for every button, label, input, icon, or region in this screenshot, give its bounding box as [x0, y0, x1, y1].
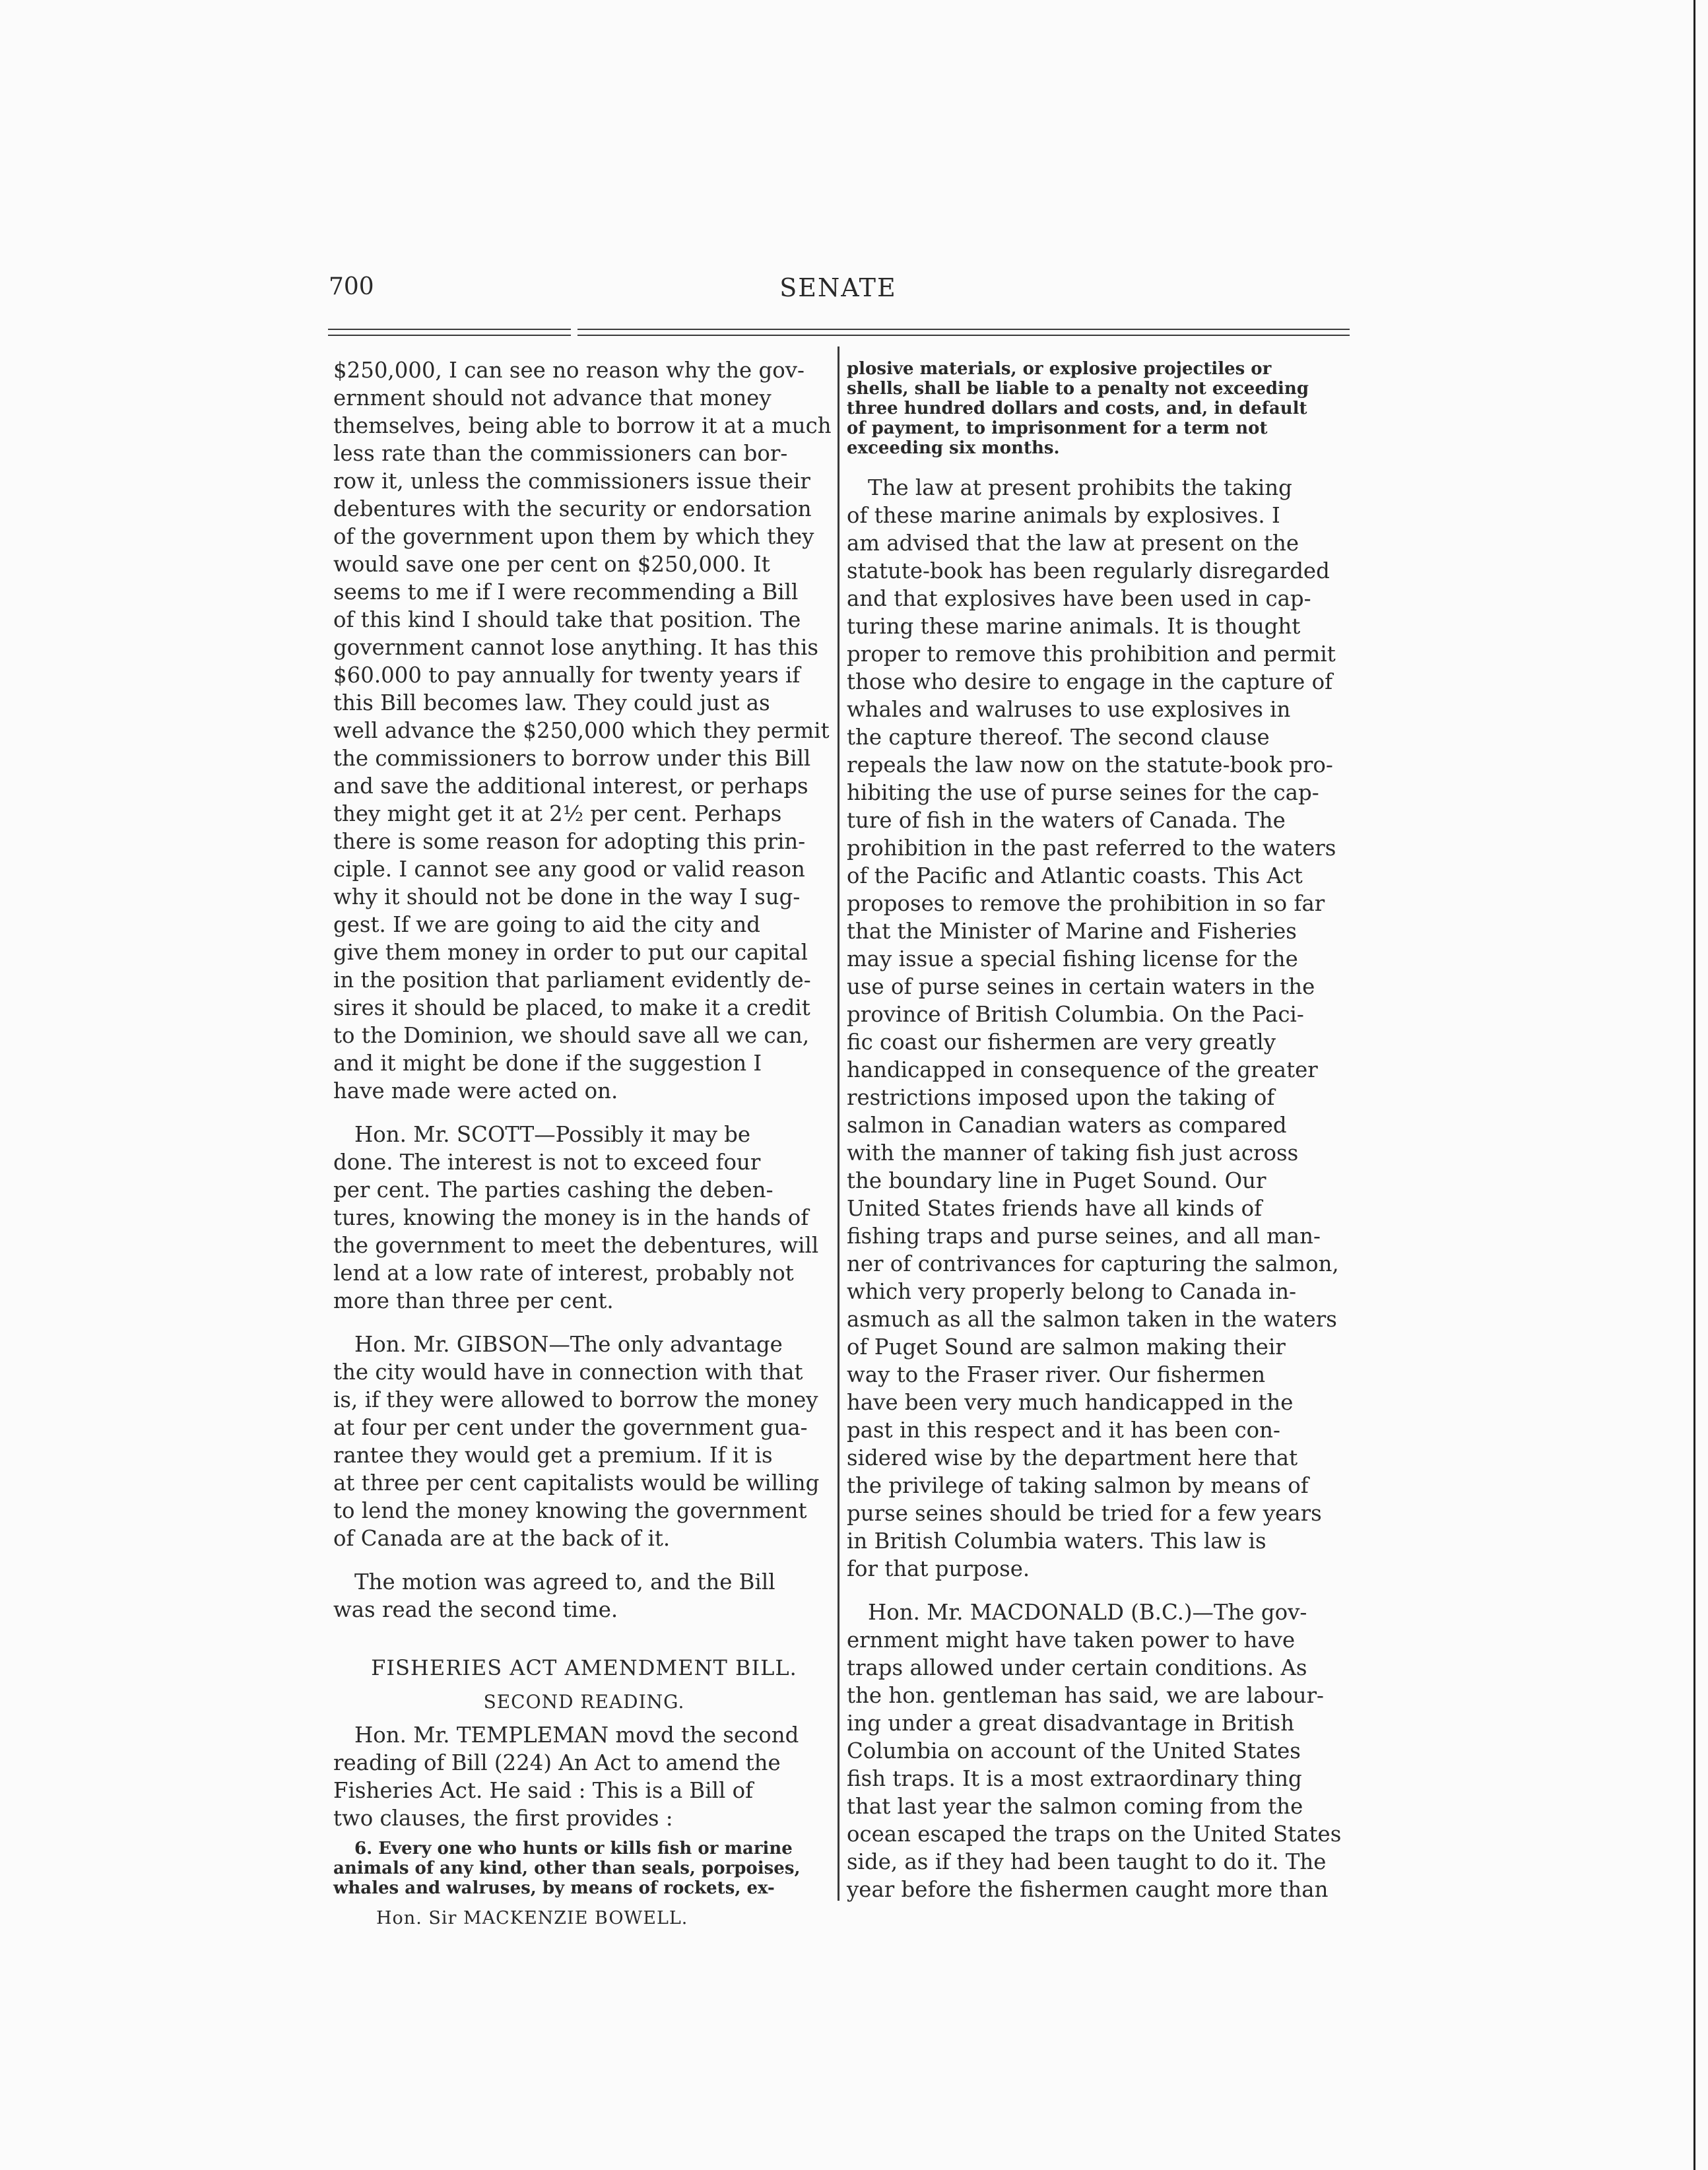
text-line: have made were acted on. — [333, 1078, 618, 1103]
text-line: lend at a low rate of interest, probably not — [333, 1261, 794, 1286]
text-line: row it, unless the commissioners issue their — [333, 469, 810, 494]
text-line: turing these marine animals. It is thought — [847, 614, 1301, 639]
text-line: fishing traps and purse seines, and all man- — [847, 1224, 1321, 1249]
right-column — [847, 356, 1348, 1903]
text-line: fish traps. It is a most extraordinary thing — [847, 1766, 1302, 1791]
text-line: hibiting the use of purse seines for the cap- — [847, 780, 1319, 805]
section-subheading: SECOND READING. — [483, 1691, 685, 1713]
text-line: which very properly belong to Canada in- — [847, 1279, 1297, 1304]
page-header — [323, 273, 1353, 313]
text-line: Columbia on account of the United States — [847, 1738, 1301, 1763]
text-line: United States friends have all kinds of — [847, 1196, 1263, 1221]
text-line: 6. Every one who hunts or kills fish or marine — [354, 1839, 793, 1858]
header-rule-left-bottom — [328, 335, 571, 336]
text-line: sidered wise by the department here that — [847, 1445, 1298, 1470]
text-line: may issue a special fishing license for the — [847, 946, 1298, 971]
text-line: fic coast our fishermen are very greatly — [847, 1030, 1276, 1055]
templeman-paragraph — [333, 1721, 835, 1832]
text-line: animals of any kind, other than seals, porpoises, — [333, 1858, 801, 1878]
text-line: Hon. Mr. MACDONALD (B.C.)—The gov- — [868, 1600, 1307, 1625]
motion-paragraph — [333, 1568, 835, 1624]
text-line: Hon. Mr. GIBSON—The only advantage — [354, 1332, 783, 1357]
text-line: in the position that parliament evidently de- — [333, 968, 811, 993]
text-line: for that purpose. — [847, 1556, 1030, 1581]
text-line: of this kind I should take that position. The — [333, 607, 801, 632]
text-line: ture of fish in the waters of Canada. The — [847, 808, 1286, 833]
text-line: why it should not be done in the way I sug- — [333, 884, 801, 909]
text-line: way to the Fraser river. Our fishermen — [847, 1362, 1266, 1387]
left-column — [333, 356, 835, 1898]
header-rule-right-top — [577, 329, 1350, 330]
text-line: The law at present prohibits the taking — [868, 475, 1292, 500]
text-line: and that explosives have been used in cap- — [847, 586, 1311, 611]
text-line: shells, shall be liable to a penalty not exceeding — [847, 379, 1309, 399]
text-line: statute-book has been regularly disregarded — [847, 558, 1330, 583]
text-line: two clauses, the first provides : — [333, 1806, 673, 1831]
column-divider — [838, 346, 839, 1901]
text-line: $60.000 to pay annually for twenty years if — [333, 663, 801, 688]
law-paragraph — [847, 474, 1348, 1583]
text-line: of Puget Sound are salmon making their — [847, 1334, 1286, 1360]
gibson-paragraph — [333, 1331, 835, 1552]
text-line: there is some reason for adopting this prin- — [333, 829, 806, 854]
text-line: Fisheries Act. He said : This is a Bill of — [333, 1778, 754, 1803]
text-line: in British Columbia waters. This law is — [847, 1529, 1266, 1554]
running-title: SENATE — [779, 273, 897, 302]
text-line: of Canada are at the back of it. — [333, 1526, 671, 1551]
text-line: with the manner of taking fish just across — [847, 1140, 1299, 1166]
statute-quote-continued — [847, 359, 1348, 458]
text-line: this Bill becomes law. They could just as — [333, 690, 770, 715]
scott-paragraph — [333, 1121, 835, 1315]
text-line: rantee they would get a premium. If it is — [333, 1443, 773, 1468]
text-line: and save the additional interest, or perhaps — [333, 773, 808, 799]
text-line: prohibition in the past referred to the waters — [847, 836, 1336, 861]
page-number: 700 — [329, 273, 374, 300]
text-line: Hon. Mr. SCOTT—Possibly it may be — [354, 1122, 751, 1147]
text-line: repeals the law now on the statute-book pro- — [847, 752, 1333, 777]
text-line: the privilege of taking salmon by means of — [847, 1473, 1309, 1498]
text-line: asmuch as all the salmon taken in the waters — [847, 1307, 1337, 1332]
text-line: seems to me if I were recommending a Bill — [333, 579, 799, 605]
text-line: was read the second time. — [333, 1597, 618, 1622]
text-line: ner of contrivances for capturing the salmon, — [847, 1251, 1339, 1276]
text-line: tures, knowing the money is in the hands of — [333, 1205, 809, 1230]
text-line: plosive materials, or explosive projectiles or — [847, 359, 1272, 379]
text-line: Hon. Mr. TEMPLEMAN movd the second — [354, 1723, 799, 1748]
text-line: ocean escaped the traps on the United States — [847, 1822, 1342, 1847]
header-rule-left-top — [328, 329, 571, 330]
text-line: the commissioners to borrow under this Bill — [333, 746, 811, 771]
text-line: exceeding six months. — [847, 438, 1060, 458]
text-line: am advised that the law at present on the — [847, 531, 1299, 556]
text-line: proper to remove this prohibition and permit — [847, 641, 1336, 667]
text-line: those who desire to engage in the capture of — [847, 669, 1333, 694]
text-line: of the government upon them by which they — [333, 524, 814, 549]
macdonald-paragraph — [847, 1598, 1348, 1903]
header-rule-right-bottom — [577, 335, 1350, 336]
text-line: well advance the $250,000 which they permit — [333, 718, 830, 743]
text-line: traps allowed under certain conditions. As — [847, 1655, 1307, 1680]
text-line: more than three per cent. — [333, 1288, 614, 1313]
text-line: that last year the salmon coming from the — [847, 1794, 1303, 1819]
text-line: use of purse seines in certain waters in the — [847, 974, 1315, 999]
text-line: and it might be done if the suggestion I — [333, 1051, 762, 1076]
text-line: the boundary line in Puget Sound. Our — [847, 1168, 1266, 1193]
section-heading: FISHERIES ACT AMENDMENT BILL. — [371, 1655, 797, 1680]
text-line: $250,000, I can see no reason why the gov- — [333, 358, 805, 383]
text-line: to lend the money knowing the government — [333, 1498, 807, 1523]
text-line: the city would have in connection with that — [333, 1360, 803, 1385]
left-paragraph-continuation — [333, 356, 835, 1105]
text-line: The motion was agreed to, and the Bill — [354, 1569, 775, 1595]
text-line: at three per cent capitalists would be willing — [333, 1470, 820, 1496]
statute-quote-start — [333, 1839, 835, 1898]
text-line: at four per cent under the government gua- — [333, 1415, 808, 1440]
text-line: purse seines should be tried for a few years — [847, 1501, 1322, 1526]
text-line: the capture thereof. The second clause — [847, 725, 1270, 750]
text-line: ernment might have taken power to have — [847, 1628, 1296, 1653]
text-line: year before the fishermen caught more than — [847, 1877, 1329, 1902]
text-line: less rate than the commissioners can bor- — [333, 441, 788, 466]
text-line: of these marine animals by explosives. I — [847, 503, 1280, 528]
text-line: restrictions imposed upon the taking of — [847, 1085, 1275, 1110]
text-line: the hon. gentleman has said, we are labour- — [847, 1683, 1325, 1708]
text-line: past in this respect and it has been con- — [847, 1418, 1280, 1443]
text-line: salmon in Canadian waters as compared — [847, 1113, 1287, 1138]
page-edge — [1693, 0, 1695, 2170]
text-line: ing under a great disadvantage in British — [847, 1711, 1295, 1736]
text-line: to the Dominion, we should save all we can, — [333, 1023, 810, 1048]
text-line: have been very much handicapped in the — [847, 1390, 1294, 1415]
text-line: of the Pacific and Atlantic coasts. This Act — [847, 863, 1303, 888]
text-line: give them money in order to put our capital — [333, 940, 808, 965]
text-line: whales and walruses, by means of rockets, ex- — [333, 1878, 775, 1898]
text-line: done. The interest is not to exceed four — [333, 1150, 761, 1175]
text-line: side, as if they had been taught to do it. The — [847, 1849, 1327, 1874]
text-line: government cannot lose anything. It has this — [333, 635, 818, 660]
text-line: the government to meet the debentures, will — [333, 1233, 819, 1258]
text-line: whales and walruses to use explosives in — [847, 697, 1291, 722]
text-line: reading of Bill (224) An Act to amend the — [333, 1750, 781, 1775]
text-line: that the Minister of Marine and Fisheries — [847, 919, 1297, 944]
text-line: is, if they were allowed to borrow the money — [333, 1387, 818, 1412]
text-line: debentures with the security or endorsation — [333, 496, 812, 521]
text-line: proposes to remove the prohibition in so far — [847, 891, 1325, 916]
text-line: of payment, to imprisonment for a term not — [847, 418, 1268, 438]
text-line: themselves, being able to borrow it at a much — [333, 413, 832, 438]
text-line: province of British Columbia. On the Paci- — [847, 1002, 1304, 1027]
text-line: three hundred dollars and costs, and, in default — [847, 399, 1307, 418]
text-line: per cent. The parties cashing the deben- — [333, 1177, 773, 1202]
text-line: ernment should not advance that money — [333, 385, 772, 411]
text-line: handicapped in consequence of the greater — [847, 1057, 1318, 1082]
footer-name: Hon. Sir MACKENZIE BOWELL. — [376, 1908, 688, 1928]
text-line: sires it should be placed, to make it a credit — [333, 995, 810, 1020]
text-line: gest. If we are going to aid the city and — [333, 912, 761, 937]
text-line: would save one per cent on $250,000. It — [333, 552, 770, 577]
text-line: they might get it at 2½ per cent. Perhaps — [333, 801, 782, 826]
text-line: ciple. I cannot see any good or valid reason — [333, 857, 805, 882]
